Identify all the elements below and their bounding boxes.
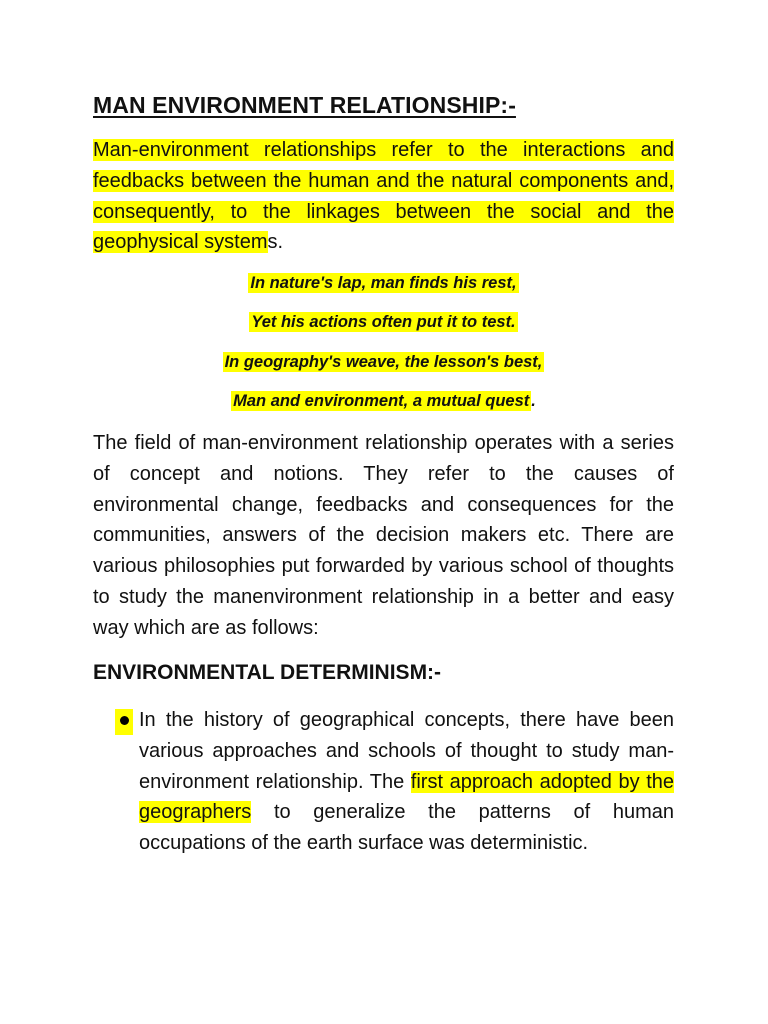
poem-line-2-text: Yet his actions often put it to test. (251, 313, 516, 331)
poem-line-3-text: In geography's weave, the lesson's best, (224, 353, 543, 371)
bullet-paragraph (139, 705, 674, 859)
bullet-marker (115, 709, 133, 735)
document-title: MAN ENVIRONMENT RELATIONSHIP:- (93, 92, 516, 118)
bullet-highlighted-text: first approach adopted by the geographers (139, 770, 675, 824)
poem-line-1-text: In nature's lap, man finds his rest, (250, 274, 517, 292)
body-paragraph: The field of man-environment relationship operates with a series of concept and notions. They refer to the causes of environmental change, feedbacks and consequences for the communities, answers of the decision makers etc. There are various philosophies put forwarded by various school of thoughts to study the manenvironment relationship in a better and easy way which are as follows: (93, 432, 674, 639)
intro-paragraph (93, 135, 674, 258)
poem-line-2 (93, 313, 674, 332)
bullet-text-before: In the history of geographical concepts, there have been various approaches and schools of thought to study man-environment relationship. The (139, 709, 674, 793)
bullet-dot-icon (120, 716, 129, 725)
poem-line-3 (93, 353, 674, 372)
bullet-text-after: to generalize the patterns of human occupations of the earth surface was deterministic. (139, 801, 674, 855)
section-heading: ENVIRONMENTAL DETERMINISM:- (93, 661, 442, 684)
intro-tail-text: s. (267, 231, 284, 254)
poem-line-4 (93, 392, 674, 411)
poem-line-1 (93, 274, 674, 293)
poem-line-4-text: Man and environment, a mutual quest (233, 392, 530, 410)
poem-line-4-tail: . (531, 392, 536, 410)
intro-highlighted-text: Man-environment relationships refer to the interactions and feedbacks between the human and the natural components and, consequently, to the linkages between the social and the geophysical system (93, 139, 674, 254)
